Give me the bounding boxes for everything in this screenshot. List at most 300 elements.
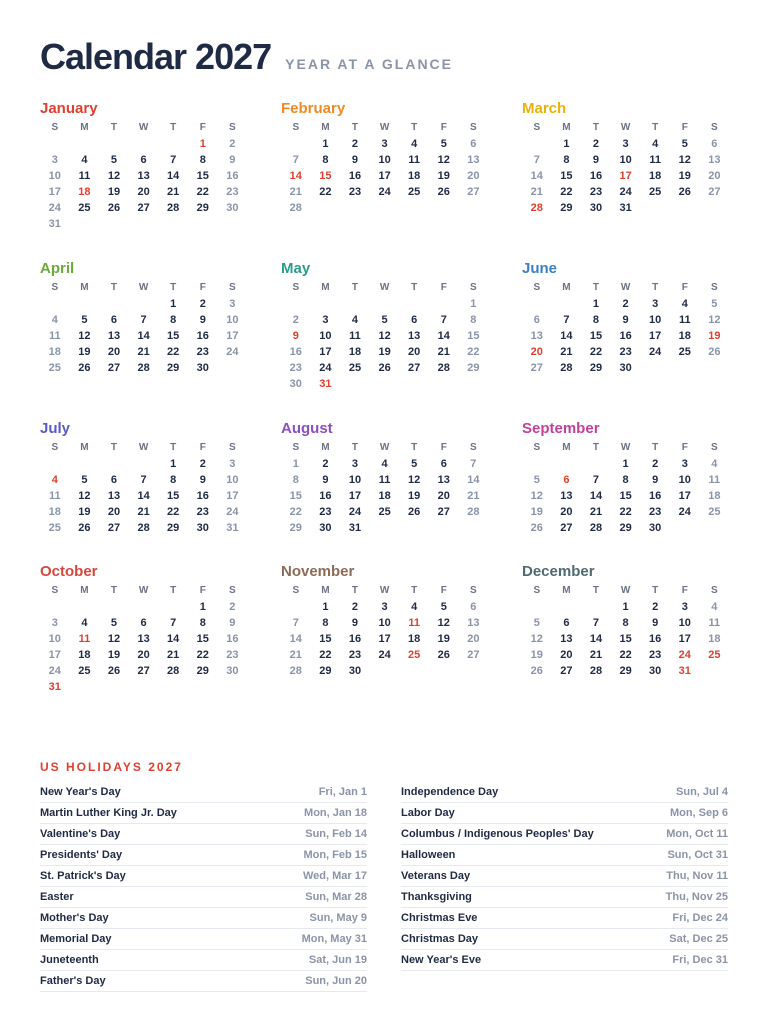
day-cell: 1 — [470, 298, 477, 310]
weekday-label: M — [321, 282, 330, 293]
holiday-row — [401, 887, 728, 908]
day-cell: 3 — [381, 601, 388, 613]
day-cell: 18 — [408, 633, 421, 645]
day-cell: 25 — [708, 649, 721, 661]
day-cell: 18 — [78, 649, 91, 661]
empty-cell — [129, 136, 159, 152]
weekday-label: T — [411, 442, 418, 453]
day-cell: 9 — [622, 314, 629, 326]
holiday-row — [40, 971, 367, 992]
weekday-label: T — [170, 585, 177, 596]
day-cell: 11 — [708, 617, 721, 629]
empty-cell — [581, 599, 611, 615]
weekday-label: T — [411, 282, 418, 293]
weekday-label: S — [51, 442, 59, 453]
day-grid — [40, 280, 250, 376]
day-cell: 14 — [137, 330, 150, 342]
day-cell: 11 — [678, 314, 691, 326]
day-cell: 6 — [110, 314, 118, 326]
month-july — [40, 418, 250, 536]
weekday-label: M — [80, 282, 89, 293]
day-cell: 17 — [649, 330, 662, 342]
day-cell: 21 — [589, 506, 603, 518]
empty-cell — [70, 456, 100, 472]
weekday-label: T — [411, 585, 418, 596]
holiday-date: Fri, Dec 24 — [672, 912, 728, 924]
holiday-name: St. Patrick's Day — [40, 870, 126, 882]
day-cell: 2 — [229, 601, 236, 613]
day-cell: 25 — [78, 665, 91, 677]
day-cell: 11 — [78, 170, 91, 182]
day-cell: 31 — [619, 202, 632, 214]
weekday-label: T — [592, 122, 600, 133]
day-cell: 28 — [137, 522, 150, 534]
day-cell: 8 — [470, 314, 477, 326]
day-cell: 24 — [319, 362, 332, 374]
day-cell: 30 — [348, 665, 362, 677]
day-cell: 14 — [467, 474, 480, 486]
day-cell: 25 — [678, 346, 691, 358]
day-grid — [522, 280, 732, 376]
day-cell: 3 — [652, 298, 659, 310]
day-cell: 10 — [678, 617, 691, 629]
holiday-row — [401, 908, 728, 929]
holiday-name: Valentine's Day — [40, 828, 121, 840]
day-cell: 20 — [530, 346, 543, 358]
weekday-label: S — [229, 282, 236, 293]
day-grid — [40, 120, 250, 232]
day-cell: 25 — [408, 186, 421, 198]
weekday-label: W — [379, 585, 390, 596]
day-cell: 12 — [107, 170, 121, 182]
day-cell: 31 — [226, 522, 239, 534]
day-cell: 26 — [708, 346, 721, 358]
day-cell: 18 — [708, 490, 721, 502]
weekday-label: T — [351, 585, 359, 596]
empty-cell — [281, 136, 311, 152]
weekday-label: M — [562, 442, 571, 453]
holiday-name: Martin Luther King Jr. Day — [40, 807, 177, 819]
month-december — [522, 561, 732, 679]
day-cell: 28 — [437, 362, 450, 374]
holiday-name: Columbus / Indigenous Peoples' Day — [401, 828, 594, 840]
day-cell: 1 — [322, 138, 329, 150]
day-cell: 3 — [381, 138, 388, 150]
empty-cell — [340, 296, 370, 312]
weekday-label: F — [199, 282, 206, 293]
weekday-label: W — [138, 585, 149, 596]
day-cell: 22 — [167, 506, 180, 518]
day-cell: 23 — [289, 362, 302, 374]
day-cell: 16 — [348, 633, 362, 645]
day-cell: 3 — [681, 458, 688, 470]
day-cell: 1 — [563, 138, 570, 150]
day-cell: 18 — [649, 170, 662, 182]
day-cell: 7 — [592, 617, 600, 629]
holiday-date: Sat, Dec 25 — [669, 933, 728, 945]
day-cell: 26 — [107, 665, 121, 677]
weekday-label: T — [170, 122, 177, 133]
month-name: February — [281, 100, 346, 117]
weekday-label: S — [229, 442, 236, 453]
weekday-label: W — [620, 282, 631, 293]
day-cell: 21 — [137, 346, 150, 358]
day-cell: 13 — [560, 490, 573, 502]
holiday-name: New Year's Eve — [401, 954, 482, 966]
day-cell: 16 — [348, 170, 362, 182]
day-cell: 29 — [560, 202, 573, 214]
day-cell: 17 — [226, 490, 239, 502]
day-cell: 13 — [467, 154, 480, 166]
day-cell: 21 — [167, 649, 180, 661]
day-cell: 16 — [649, 633, 662, 645]
day-cell: 15 — [619, 633, 632, 645]
day-cell: 22 — [319, 186, 332, 198]
day-cell: 25 — [48, 362, 61, 374]
day-cell: 9 — [592, 154, 600, 166]
holiday-row — [401, 845, 728, 866]
month-name: November — [281, 563, 355, 580]
day-cell: 18 — [48, 346, 61, 358]
day-cell: 22 — [467, 346, 480, 358]
day-cell: 20 — [560, 506, 573, 518]
day-cell: 19 — [708, 330, 721, 342]
day-cell: 6 — [563, 617, 570, 629]
day-cell: 5 — [533, 474, 540, 486]
day-cell: 1 — [592, 298, 600, 310]
day-cell: 8 — [592, 314, 600, 326]
weekday-label: T — [592, 585, 600, 596]
holiday-date: Sun, Jun 20 — [305, 975, 367, 987]
day-cell: 16 — [619, 330, 632, 342]
weekday-label: W — [379, 122, 390, 133]
day-cell: 16 — [196, 490, 209, 502]
day-cell: 6 — [470, 601, 477, 613]
day-cell: 22 — [167, 346, 180, 358]
weekday-label: S — [51, 122, 59, 133]
day-cell: 24 — [48, 202, 61, 214]
day-cell: 29 — [619, 665, 632, 677]
day-cell: 29 — [167, 362, 180, 374]
weekday-label: S — [292, 585, 300, 596]
day-cell: 31 — [48, 681, 61, 693]
weekday-label: S — [533, 585, 541, 596]
day-cell: 27 — [107, 362, 121, 374]
day-cell: 4 — [51, 314, 58, 326]
day-cell: 3 — [229, 298, 236, 310]
empty-cell — [40, 456, 70, 472]
day-cell: 18 — [408, 170, 421, 182]
day-cell: 9 — [322, 474, 329, 486]
day-cell: 26 — [408, 506, 421, 518]
day-cell: 4 — [81, 617, 88, 629]
day-cell: 21 — [560, 346, 573, 358]
day-cell: 12 — [530, 490, 543, 502]
day-cell: 11 — [408, 154, 420, 166]
day-cell: 8 — [563, 154, 570, 166]
day-cell: 13 — [137, 633, 150, 645]
empty-cell — [522, 456, 552, 472]
weekday-label: S — [292, 442, 300, 453]
day-cell: 13 — [137, 170, 150, 182]
day-cell: 21 — [289, 649, 302, 661]
holiday-name: Christmas Day — [401, 933, 479, 945]
day-cell: 27 — [708, 186, 721, 198]
day-cell: 12 — [78, 490, 91, 502]
weekday-label: S — [533, 122, 541, 133]
day-cell: 28 — [589, 665, 603, 677]
day-cell: 28 — [530, 202, 543, 214]
day-cell: 31 — [348, 522, 362, 534]
day-cell: 27 — [467, 649, 480, 661]
holiday-row — [40, 908, 367, 929]
day-cell: 23 — [589, 186, 603, 198]
empty-cell — [522, 599, 552, 615]
day-cell: 20 — [137, 186, 150, 198]
day-cell: 5 — [110, 617, 118, 629]
day-grid — [281, 120, 491, 216]
day-cell: 1 — [292, 458, 299, 470]
day-cell: 27 — [107, 522, 121, 534]
empty-cell — [552, 456, 582, 472]
day-cell: 18 — [348, 346, 362, 358]
holiday-row — [401, 866, 728, 887]
holiday-row — [40, 866, 367, 887]
day-cell: 8 — [322, 154, 329, 166]
month-name: May — [281, 260, 311, 277]
holiday-name: New Year's Day — [40, 786, 121, 798]
day-cell: 19 — [437, 170, 450, 182]
weekday-label: S — [533, 442, 541, 453]
holiday-row — [40, 887, 367, 908]
empty-cell — [399, 296, 429, 312]
day-cell: 13 — [560, 633, 573, 645]
day-cell: 31 — [48, 218, 61, 230]
day-cell: 9 — [292, 330, 299, 342]
day-cell: 5 — [711, 298, 718, 310]
weekday-label: T — [170, 282, 177, 293]
page-subtitle: YEAR AT A GLANCE — [285, 56, 454, 72]
holiday-date: Thu, Nov 11 — [666, 870, 728, 882]
day-cell: 4 — [652, 138, 659, 150]
month-may — [281, 258, 491, 392]
day-cell: 3 — [322, 314, 329, 326]
empty-cell — [99, 456, 129, 472]
day-cell: 4 — [411, 138, 418, 150]
day-cell: 14 — [167, 170, 180, 182]
empty-cell — [311, 296, 341, 312]
day-cell: 19 — [378, 346, 391, 358]
weekday-label: W — [379, 442, 390, 453]
day-cell: 23 — [226, 649, 239, 661]
day-cell: 13 — [107, 330, 121, 342]
empty-cell — [552, 599, 582, 615]
weekday-label: T — [110, 282, 118, 293]
day-cell: 19 — [107, 186, 121, 198]
day-cell: 30 — [649, 665, 662, 677]
month-june — [522, 258, 732, 376]
day-cell: 4 — [381, 458, 388, 470]
month-august — [281, 418, 491, 536]
weekday-label: F — [440, 282, 447, 293]
day-cell: 7 — [440, 314, 447, 326]
weekday-label: W — [379, 282, 390, 293]
weekday-label: T — [592, 282, 600, 293]
day-cell: 7 — [140, 474, 147, 486]
day-cell: 11 — [78, 633, 91, 645]
day-cell: 2 — [322, 458, 329, 470]
empty-cell — [522, 136, 552, 152]
day-cell: 6 — [563, 474, 570, 486]
month-name: July — [40, 420, 71, 437]
day-cell: 17 — [48, 649, 61, 661]
day-cell: 23 — [348, 186, 362, 198]
month-name: January — [40, 100, 98, 117]
holiday-name: Thanksgiving — [401, 891, 472, 903]
day-cell: 5 — [440, 138, 447, 150]
day-cell: 10 — [226, 474, 239, 486]
day-cell: 1 — [622, 458, 629, 470]
day-cell: 12 — [78, 330, 91, 342]
empty-cell — [522, 296, 552, 312]
holiday-name: Memorial Day — [40, 933, 112, 945]
day-cell: 19 — [530, 506, 543, 518]
day-cell: 30 — [226, 202, 239, 214]
day-cell: 27 — [408, 362, 421, 374]
day-cell: 23 — [196, 506, 209, 518]
day-cell: 17 — [319, 346, 332, 358]
day-cell: 17 — [348, 490, 362, 502]
day-cell: 3 — [351, 458, 359, 470]
weekday-label: T — [411, 122, 418, 133]
day-cell: 26 — [107, 202, 121, 214]
day-cell: 10 — [649, 314, 662, 326]
day-cell: 11 — [649, 154, 661, 166]
day-cell: 21 — [289, 186, 302, 198]
day-cell: 27 — [137, 665, 150, 677]
day-cell: 11 — [708, 474, 721, 486]
month-february — [281, 98, 491, 216]
empty-cell — [158, 136, 188, 152]
month-name: March — [522, 100, 567, 117]
day-cell: 24 — [619, 186, 632, 198]
holiday-name: Presidents' Day — [40, 849, 123, 861]
empty-cell — [158, 599, 188, 615]
holiday-name: Christmas Eve — [401, 912, 478, 924]
day-cell: 28 — [560, 362, 573, 374]
day-cell: 12 — [530, 633, 543, 645]
empty-cell — [129, 296, 159, 312]
day-cell: 9 — [351, 617, 359, 629]
day-cell: 15 — [196, 633, 209, 645]
day-cell: 7 — [140, 314, 147, 326]
holiday-date: Mon, May 31 — [301, 933, 367, 945]
day-grid — [281, 440, 491, 536]
weekday-label: M — [321, 122, 330, 133]
day-cell: 28 — [137, 362, 150, 374]
day-cell: 17 — [378, 170, 391, 182]
day-cell: 29 — [319, 665, 332, 677]
page-title: Calendar 2027 — [40, 36, 272, 77]
day-cell: 26 — [437, 186, 450, 198]
holiday-date: Mon, Feb 15 — [303, 849, 367, 861]
day-cell: 14 — [289, 633, 302, 645]
day-cell: 20 — [107, 506, 121, 518]
empty-cell — [129, 456, 159, 472]
day-cell: 29 — [167, 522, 180, 534]
month-name: October — [40, 563, 98, 580]
day-cell: 2 — [199, 458, 206, 470]
weekday-label: F — [199, 442, 206, 453]
day-cell: 6 — [440, 458, 447, 470]
day-cell: 2 — [351, 601, 359, 613]
day-cell: 15 — [619, 490, 632, 502]
weekday-label: M — [562, 122, 571, 133]
holiday-date: Sun, Oct 31 — [667, 849, 728, 861]
weekday-label: S — [533, 282, 541, 293]
day-cell: 29 — [619, 522, 632, 534]
month-october — [40, 561, 250, 695]
day-cell: 24 — [678, 649, 691, 661]
day-cell: 1 — [622, 601, 629, 613]
day-cell: 29 — [589, 362, 603, 374]
day-cell: 12 — [107, 633, 121, 645]
day-cell: 30 — [196, 522, 209, 534]
month-name: September — [522, 420, 600, 437]
weekday-label: S — [470, 442, 477, 453]
day-cell: 8 — [322, 617, 329, 629]
day-cell: 13 — [467, 617, 480, 629]
holiday-name: Juneteenth — [40, 954, 99, 966]
day-cell: 24 — [378, 649, 391, 661]
day-cell: 27 — [467, 186, 480, 198]
day-cell: 7 — [292, 617, 299, 629]
weekday-label: F — [681, 442, 688, 453]
day-cell: 7 — [470, 458, 477, 470]
day-cell: 1 — [322, 601, 329, 613]
day-cell: 14 — [589, 633, 603, 645]
day-cell: 15 — [319, 170, 332, 182]
day-cell: 20 — [137, 649, 150, 661]
day-cell: 5 — [381, 314, 388, 326]
day-cell: 4 — [681, 298, 688, 310]
weekday-label: S — [51, 282, 59, 293]
empty-cell — [370, 296, 400, 312]
day-cell: 3 — [622, 138, 629, 150]
day-cell: 7 — [292, 154, 299, 166]
day-grid — [281, 583, 491, 679]
weekday-label: S — [229, 122, 236, 133]
weekday-label: T — [170, 442, 177, 453]
day-cell: 24 — [226, 506, 239, 518]
day-cell: 6 — [711, 138, 718, 150]
day-grid — [40, 583, 250, 695]
holiday-row — [40, 950, 367, 971]
weekday-label: W — [138, 442, 149, 453]
weekday-label: T — [351, 442, 359, 453]
weekday-label: M — [80, 122, 89, 133]
day-cell: 4 — [711, 601, 718, 613]
day-cell: 12 — [678, 154, 691, 166]
day-cell: 27 — [560, 665, 573, 677]
day-cell: 10 — [319, 330, 332, 342]
day-cell: 18 — [48, 506, 61, 518]
day-cell: 9 — [351, 154, 359, 166]
day-cell: 29 — [196, 665, 209, 677]
day-cell: 8 — [170, 474, 177, 486]
empty-cell — [70, 296, 100, 312]
day-cell: 19 — [107, 649, 121, 661]
